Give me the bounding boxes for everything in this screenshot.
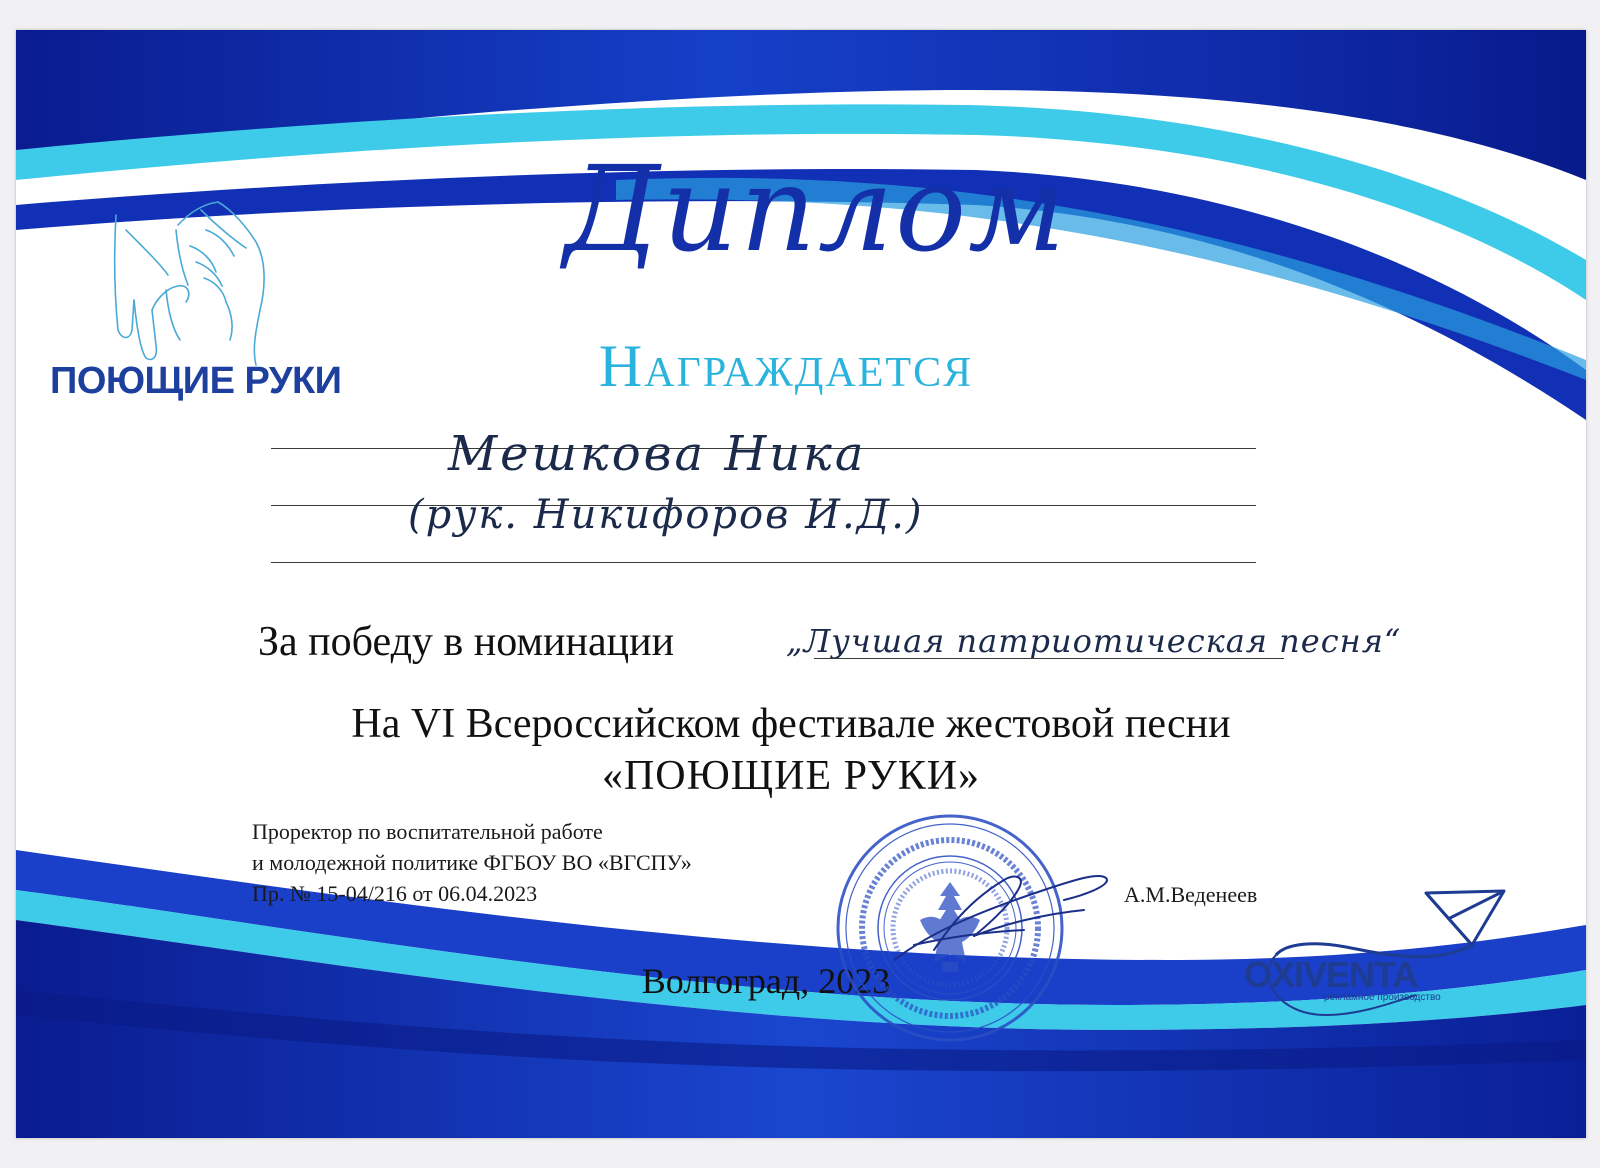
festival-logo-text: ПОЮЩИЕ РУКИ <box>50 360 342 402</box>
signer-line: Пр. № 15-04/216 от 06.04.2023 <box>252 881 538 906</box>
diploma-title: Диплом <box>564 140 1068 278</box>
signer-block <box>252 816 692 909</box>
signer-line: и молодежной политике ФГБОУ ВО «ВГСПУ» <box>252 850 692 875</box>
nomination-label: За победу в номинации <box>258 619 675 665</box>
leader-name: (рук. Никифоров И.Д.) <box>408 492 924 538</box>
recipient-line-3 <box>271 562 1256 563</box>
awarded-label: Награждается <box>598 333 974 399</box>
diploma <box>16 30 1586 1138</box>
recipient-name: Мешкова Ника <box>448 426 867 482</box>
festival-name: «ПОЮЩИЕ РУКИ» <box>601 753 981 799</box>
festival-line: На VI Всероссийском фестивале жестовой песни <box>351 701 1231 747</box>
sponsor-logo-text: OXIVENTA <box>1244 954 1418 995</box>
signing-hands-icon <box>106 190 286 380</box>
city-year: Волгоград, 2023 <box>641 961 891 1001</box>
handwritten-signature <box>874 850 1114 980</box>
signer-name: А.М.Веденеев <box>1124 882 1258 907</box>
signer-line: Проректор по воспитательной работе <box>252 819 603 844</box>
nomination-value: „Лучшая патриотическая песня“ <box>786 622 1402 660</box>
nomination-underline <box>814 658 1284 659</box>
sponsor-tagline: рекламное производство <box>1324 992 1441 1003</box>
seal-text <box>16 30 17 31</box>
